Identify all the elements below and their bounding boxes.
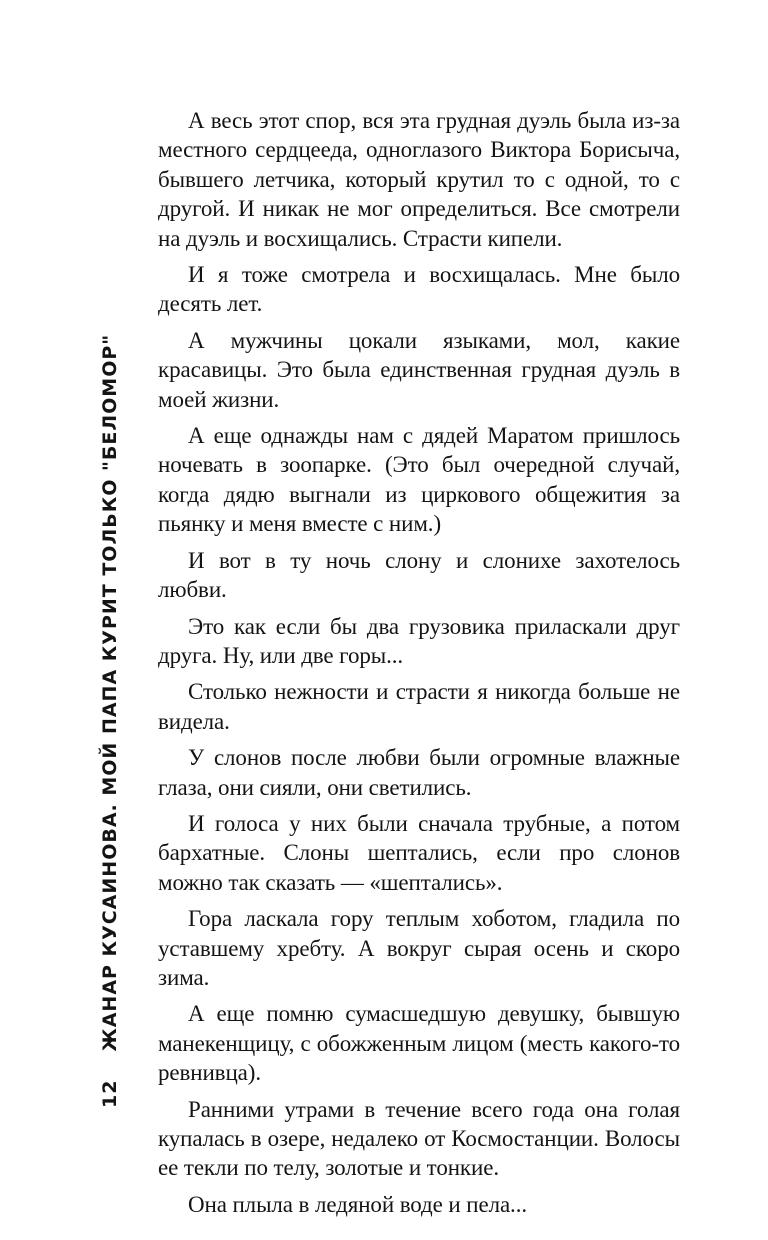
paragraph: И вот в ту ночь слону и слонихе захотелось любви.: [158, 547, 680, 603]
paragraph: Гора ласкала гору теплым хоботом, гладила по уставшему хребту. А вокруг сырая осень и скоро зима.: [158, 906, 680, 990]
paragraph: А весь этот спор, вся эта грудная дуэль была из-за местного сердцееда, одноглазого Виктора Борисыча, бывшего летчика, который крутил то с одной, то с другой. И никак не мог определиться. Все смотрели на дуэль и восхищались. Страсти кипели.: [158, 108, 680, 251]
running-head: [92, 333, 128, 1108]
paragraph: Она плыла в ледяной воде и пела...: [188, 1191, 528, 1217]
page-number: 12: [99, 1079, 121, 1108]
running-head-title: ЖАНАР КУСАИНОВА. МОЙ ПАПА КУРИТ ТОЛЬКО "БЕЛОМОР": [99, 333, 121, 1052]
body-text: [158, 106, 680, 1226]
paragraph: А еще помню сумасшедшую девушку, бывшую манекенщицу, с обожженным лицом (месть какого-то ревнивца).: [158, 1001, 680, 1086]
paragraph: Столько нежности и страсти я никогда больше не видела.: [158, 679, 680, 734]
paragraph: А еще однажды нам с дядей Маратом пришлось ночевать в зоопарке. (Это был очередной случай, когда дядю выгнали из циркового общежития за пьянку и меня вместе с ним.): [158, 423, 680, 537]
paragraph: И я тоже смотрела и восхищалась. Мне было десять лет.: [158, 262, 680, 317]
paragraph: А мужчины цокали языками, мол, какие красавицы. Это была единственная грудная дуэль в моей жизни.: [158, 327, 680, 412]
paragraph: И голоса у них были сначала трубные, а потом бархатные. Слоны шептались, если про слонов можно так сказать — «шептались».: [158, 810, 680, 895]
paragraph: Ранними утрами в течение всего года она голая купалась в озере, недалеко от Космостанции. Волосы ее текли по телу, золотые и тонкие.: [158, 1096, 680, 1181]
paragraph: Это как если бы два грузовика приласкали друг друга. Ну, или две горы...: [158, 613, 680, 668]
paragraph: У слонов после любви были огромные влажные глаза, они сияли, они светились.: [158, 745, 680, 800]
